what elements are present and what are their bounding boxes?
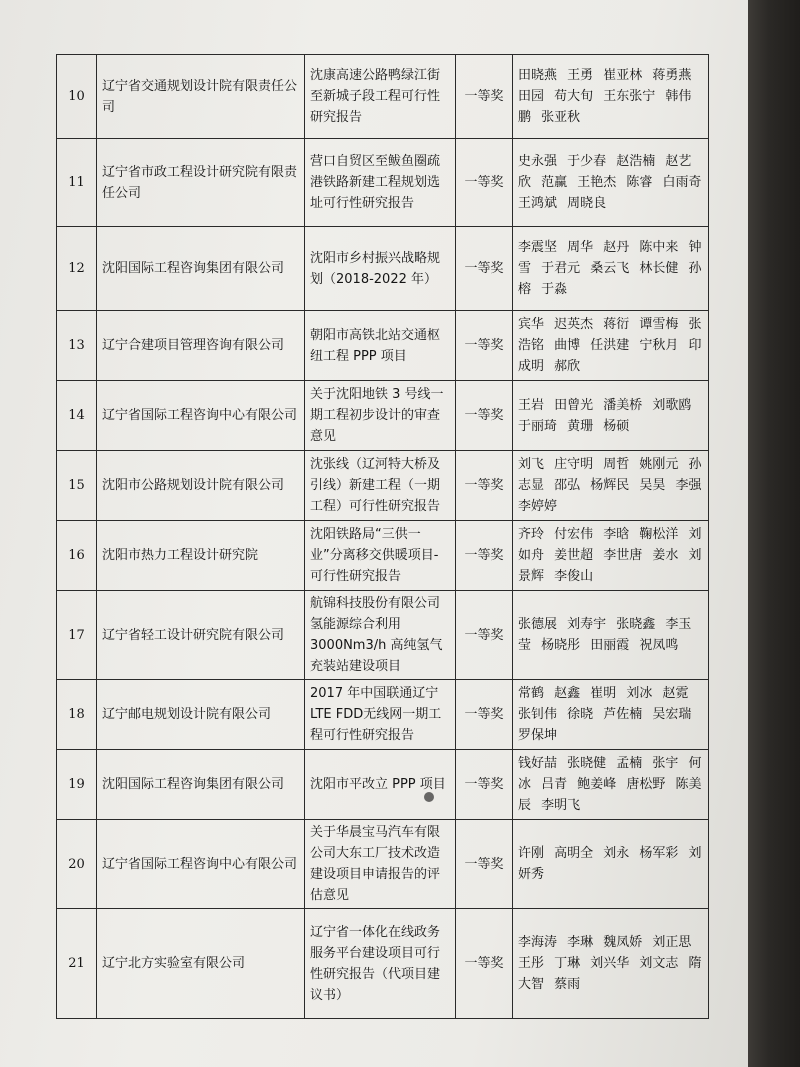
project-title: 关于沈阳地铁 3 号线一期工程初步设计的审查意见 <box>305 381 456 451</box>
team-members: 常鹤 赵鑫 崔明 刘冰 赵霓 张钊伟 徐晓 芦佐楠 吴宏瑞 罗保坤 <box>513 680 709 750</box>
table-row <box>57 311 709 381</box>
project-title: 辽宁省一体化在线政务服务平台建设项目可行性研究报告（代项目建议书） <box>305 909 456 1019</box>
project-title: 航锦科技股份有限公司氢能源综合利用3000Nm3/h 高纯氢气充装站建设项目 <box>305 591 456 680</box>
organization-name: 辽宁北方实验室有限公司 <box>97 909 305 1019</box>
team-members: 钱好喆 张晓健 孟楠 张宇 何冰 吕青 鲍姜峰 唐松野 陈美辰 李明飞 <box>513 750 709 820</box>
team-members: 田晓燕 王勇 崔亚林 蒋勇燕 田园 苟大旬 王东张宁 韩伟鹏 张亚秋 <box>513 55 709 139</box>
table-row <box>57 909 709 1019</box>
table-row <box>57 227 709 311</box>
project-title: 沈阳市平改立 PPP 项目 <box>305 750 456 820</box>
project-title: 沈阳铁路局“三供一业”分离移交供暖项目-可行性研究报告 <box>305 521 456 591</box>
team-members: 张德展 刘寿宇 张晓鑫 李玉莹 杨晓彤 田丽霞 祝凤鸣 <box>513 591 709 680</box>
award-level: 一等奖 <box>456 750 513 820</box>
organization-name: 辽宁邮电规划设计院有限公司 <box>97 680 305 750</box>
row-number: 20 <box>57 820 97 909</box>
table-row <box>57 451 709 521</box>
organization-name: 沈阳国际工程咨询集团有限公司 <box>97 227 305 311</box>
organization-name: 辽宁省市政工程设计研究院有限责任公司 <box>97 139 305 227</box>
row-number: 17 <box>57 591 97 680</box>
table-row <box>57 139 709 227</box>
team-members: 史永强 于少春 赵浩楠 赵艺欣 范赢 王艳杰 陈睿 白雨奇 王鸿斌 周晓良 <box>513 139 709 227</box>
project-title: 沈阳市乡村振兴战略规划（2018-2022 年） <box>305 227 456 311</box>
team-members: 许刚 高明全 刘永 杨军彩 刘妍秀 <box>513 820 709 909</box>
row-number: 10 <box>57 55 97 139</box>
project-title: 沈张线（辽河特大桥及引线）新建工程（一期工程）可行性研究报告 <box>305 451 456 521</box>
row-number: 11 <box>57 139 97 227</box>
project-title: 2017 年中国联通辽宁LTE FDD无线网一期工程可行性研究报告 <box>305 680 456 750</box>
organization-name: 沈阳国际工程咨询集团有限公司 <box>97 750 305 820</box>
award-level: 一等奖 <box>456 521 513 591</box>
team-members: 齐玲 付宏伟 李晗 鞠松洋 刘如舟 姜世超 李世唐 姜水 刘景辉 李俊山 <box>513 521 709 591</box>
award-level: 一等奖 <box>456 680 513 750</box>
organization-name: 沈阳市公路规划设计院有限公司 <box>97 451 305 521</box>
ink-smudge <box>424 792 434 802</box>
project-title: 关于华晨宝马汽车有限公司大东工厂技术改造建设项目申请报告的评估意见 <box>305 820 456 909</box>
table-row <box>57 55 709 139</box>
award-table <box>56 54 709 1019</box>
organization-name: 辽宁省国际工程咨询中心有限公司 <box>97 381 305 451</box>
organization-name: 辽宁省轻工设计研究院有限公司 <box>97 591 305 680</box>
team-members: 宾华 迟英杰 蒋衍 谭雪梅 张浩铭 曲博 任洪建 宁秋月 印成明 郝欣 <box>513 311 709 381</box>
award-level: 一等奖 <box>456 820 513 909</box>
organization-name: 辽宁省国际工程咨询中心有限公司 <box>97 820 305 909</box>
row-number: 16 <box>57 521 97 591</box>
award-level: 一等奖 <box>456 909 513 1019</box>
award-level: 一等奖 <box>456 55 513 139</box>
project-title: 营口自贸区至鲅鱼圈疏港铁路新建工程规划选址可行性研究报告 <box>305 139 456 227</box>
organization-name: 沈阳市热力工程设计研究院 <box>97 521 305 591</box>
table-row <box>57 820 709 909</box>
table-row <box>57 381 709 451</box>
table-row <box>57 591 709 680</box>
row-number: 13 <box>57 311 97 381</box>
award-level: 一等奖 <box>456 451 513 521</box>
project-title: 沈康高速公路鸭绿江街至新城子段工程可行性研究报告 <box>305 55 456 139</box>
table-body <box>57 55 709 1019</box>
award-level: 一等奖 <box>456 227 513 311</box>
award-level: 一等奖 <box>456 591 513 680</box>
team-members: 刘飞 庄守明 周哲 姚刚元 孙志显 邵弘 杨辉民 吴昊 李强 李婷婷 <box>513 451 709 521</box>
row-number: 19 <box>57 750 97 820</box>
award-level: 一等奖 <box>456 381 513 451</box>
row-number: 18 <box>57 680 97 750</box>
table-row <box>57 521 709 591</box>
organization-name: 辽宁省交通规划设计院有限责任公司 <box>97 55 305 139</box>
award-level: 一等奖 <box>456 139 513 227</box>
row-number: 15 <box>57 451 97 521</box>
row-number: 14 <box>57 381 97 451</box>
organization-name: 辽宁合建项目管理咨询有限公司 <box>97 311 305 381</box>
row-number: 21 <box>57 909 97 1019</box>
team-members: 王岩 田曾光 潘美桥 刘歌鸥 于丽琦 黄珊 杨硕 <box>513 381 709 451</box>
page-edge-shadow <box>748 0 800 1067</box>
table-row <box>57 750 709 820</box>
team-members: 李震坚 周华 赵丹 陈中来 钟雪 于君元 桑云飞 林长健 孙榕 于淼 <box>513 227 709 311</box>
table-row <box>57 680 709 750</box>
team-members: 李海涛 李琳 魏凤娇 刘正思 王彤 丁琳 刘兴华 刘文志 隋大智 蔡雨 <box>513 909 709 1019</box>
project-title: 朝阳市高铁北站交通枢纽工程 PPP 项目 <box>305 311 456 381</box>
award-level: 一等奖 <box>456 311 513 381</box>
row-number: 12 <box>57 227 97 311</box>
